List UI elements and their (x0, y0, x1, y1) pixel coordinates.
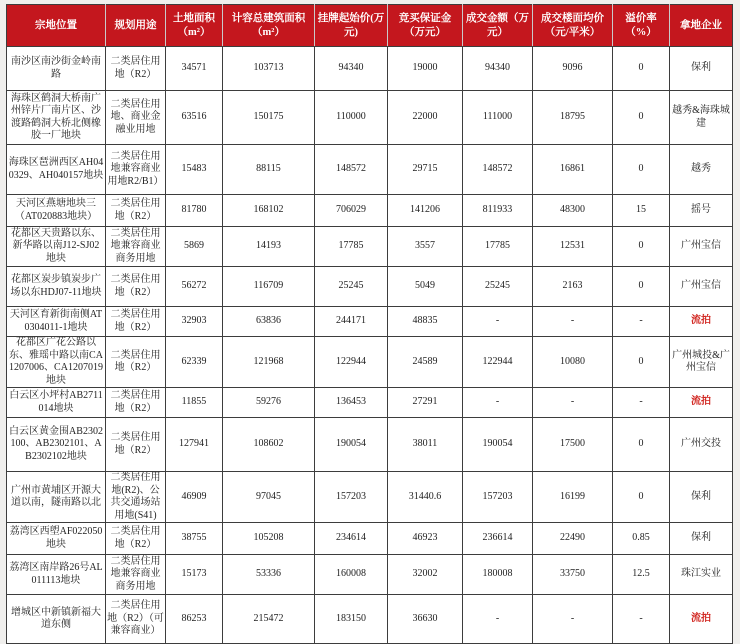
cell-premium: 12.5 (613, 555, 670, 595)
cell-floor_area: 88115 (223, 145, 315, 195)
cell-use: 二类居住用地(R2)、公共交通场站用地(S41) (106, 472, 166, 523)
cell-land_area: 56272 (166, 267, 223, 307)
cell-start_price: 110000 (315, 91, 388, 145)
table-row (7, 472, 733, 523)
table-row (7, 418, 733, 472)
cell-start_price: 94340 (315, 47, 388, 91)
cell-floor_area: 105208 (223, 523, 315, 555)
table-row (7, 595, 733, 644)
cell-deposit: 48835 (388, 307, 463, 337)
cell-unit_price: 18795 (533, 91, 613, 145)
cell-land_area: 11855 (166, 388, 223, 418)
cell-unit_price: 16199 (533, 472, 613, 523)
cell-company: 保利 (670, 523, 733, 555)
table-row (7, 145, 733, 195)
cell-location: 白云区黄金围AB2302100、AB2302101、AB2302102地块 (7, 418, 106, 472)
table-row (7, 91, 733, 145)
cell-unit_price: 48300 (533, 195, 613, 227)
table-row (7, 195, 733, 227)
cell-amount: 811933 (463, 195, 533, 227)
cell-location: 南沙区南沙街金岭南路 (7, 47, 106, 91)
cell-deposit: 36630 (388, 595, 463, 644)
cell-company: 流拍 (670, 388, 733, 418)
cell-start_price: 17785 (315, 227, 388, 267)
table-row (7, 307, 733, 337)
cell-start_price: 136453 (315, 388, 388, 418)
cell-use: 二类居住用地（R2）（可兼容商业） (106, 595, 166, 644)
table-row (7, 47, 733, 91)
cell-premium: 15 (613, 195, 670, 227)
cell-amount: 17785 (463, 227, 533, 267)
column-header-amount: 成交金额（万元） (463, 5, 533, 47)
cell-unit_price: 17500 (533, 418, 613, 472)
cell-amount: 157203 (463, 472, 533, 523)
column-header-deposit: 竞买保证金（万元） (388, 5, 463, 47)
cell-amount: 25245 (463, 267, 533, 307)
cell-start_price: 190054 (315, 418, 388, 472)
cell-land_area: 32903 (166, 307, 223, 337)
cell-company: 广州交投 (670, 418, 733, 472)
cell-use: 二类居住用地兼容商业商务用地 (106, 555, 166, 595)
cell-land_area: 38755 (166, 523, 223, 555)
cell-amount: 94340 (463, 47, 533, 91)
cell-use: 二类居住用地（R2） (106, 523, 166, 555)
table-row (7, 555, 733, 595)
cell-company: 保利 (670, 47, 733, 91)
cell-deposit: 19000 (388, 47, 463, 91)
cell-premium: - (613, 388, 670, 418)
cell-amount: - (463, 307, 533, 337)
cell-deposit: 31440.6 (388, 472, 463, 523)
column-header-premium: 溢价率（%） (613, 5, 670, 47)
cell-location: 白云区小坪村AB2711014地块 (7, 388, 106, 418)
cell-deposit: 32002 (388, 555, 463, 595)
cell-location: 广州市黄埔区开源大道以南，隧南路以北 (7, 472, 106, 523)
column-header-company: 拿地企业 (670, 5, 733, 47)
cell-floor_area: 121968 (223, 337, 315, 388)
cell-amount: 236614 (463, 523, 533, 555)
cell-premium: 0 (613, 267, 670, 307)
cell-location: 花都区广花公路以东、雅瑶中路以南CA1207006、CA1207019地块 (7, 337, 106, 388)
cell-location: 荔湾区南岸路26号AL011113地块 (7, 555, 106, 595)
cell-land_area: 5869 (166, 227, 223, 267)
cell-use: 二类居住用地（R2） (106, 337, 166, 388)
cell-amount: 122944 (463, 337, 533, 388)
cell-floor_area: 116709 (223, 267, 315, 307)
cell-unit_price: 9096 (533, 47, 613, 91)
cell-use: 二类居住用地兼容商业商务用地 (106, 227, 166, 267)
column-header-use: 规划用途 (106, 5, 166, 47)
cell-premium: - (613, 307, 670, 337)
cell-floor_area: 14193 (223, 227, 315, 267)
cell-location: 天河区燕塘地块三（AT020883地块） (7, 195, 106, 227)
cell-location: 荔湾区西塱AF022050地块 (7, 523, 106, 555)
cell-unit_price: - (533, 595, 613, 644)
cell-unit_price: - (533, 388, 613, 418)
cell-unit_price: 16861 (533, 145, 613, 195)
cell-land_area: 15173 (166, 555, 223, 595)
cell-use: 二类居住用地（R2） (106, 47, 166, 91)
cell-unit_price: 10080 (533, 337, 613, 388)
column-header-start_price: 挂牌起始价(万元) (315, 5, 388, 47)
table-row (7, 267, 733, 307)
table-row (7, 337, 733, 388)
cell-location: 增城区中新镇新福大道东侧 (7, 595, 106, 644)
cell-company: 广州宝信 (670, 267, 733, 307)
cell-company: 越秀 (670, 145, 733, 195)
cell-premium: - (613, 595, 670, 644)
cell-deposit: 27291 (388, 388, 463, 418)
cell-location: 花都区天贵路以东、新华路以南J12-SJ02地块 (7, 227, 106, 267)
cell-unit_price: 2163 (533, 267, 613, 307)
cell-amount: 180008 (463, 555, 533, 595)
cell-location: 天河区育新街南侧AT0304011-1地块 (7, 307, 106, 337)
column-header-floor_area: 计容总建筑面积（m²） (223, 5, 315, 47)
cell-land_area: 46909 (166, 472, 223, 523)
cell-start_price: 234614 (315, 523, 388, 555)
cell-premium: 0 (613, 145, 670, 195)
cell-use: 二类居住用地、商业金融业用地 (106, 91, 166, 145)
cell-deposit: 46923 (388, 523, 463, 555)
cell-deposit: 5049 (388, 267, 463, 307)
cell-premium: 0 (613, 47, 670, 91)
column-header-unit_price: 成交楼面均价（元/平米） (533, 5, 613, 47)
cell-premium: 0 (613, 418, 670, 472)
cell-premium: 0.85 (613, 523, 670, 555)
cell-floor_area: 59276 (223, 388, 315, 418)
cell-floor_area: 215472 (223, 595, 315, 644)
table-row (7, 227, 733, 267)
land-auction-table (6, 4, 733, 644)
cell-amount: - (463, 388, 533, 418)
cell-deposit: 29715 (388, 145, 463, 195)
table-row (7, 388, 733, 418)
cell-deposit: 38011 (388, 418, 463, 472)
cell-company: 流拍 (670, 307, 733, 337)
cell-amount: 190054 (463, 418, 533, 472)
cell-premium: 0 (613, 337, 670, 388)
column-header-land_area: 土地面积（m²） (166, 5, 223, 47)
cell-amount: 111000 (463, 91, 533, 145)
cell-land_area: 127941 (166, 418, 223, 472)
column-header-location: 宗地位置 (7, 5, 106, 47)
cell-unit_price: 22490 (533, 523, 613, 555)
cell-land_area: 15483 (166, 145, 223, 195)
cell-location: 海珠区鹤洞大桥南广州锌片厂南片区、沙渡路鹤洞大桥北侧橡胶一厂地块 (7, 91, 106, 145)
cell-start_price: 25245 (315, 267, 388, 307)
cell-unit_price: 12531 (533, 227, 613, 267)
cell-floor_area: 103713 (223, 47, 315, 91)
cell-use: 二类居住用地（R2） (106, 388, 166, 418)
cell-amount: - (463, 595, 533, 644)
cell-land_area: 81780 (166, 195, 223, 227)
cell-premium: 0 (613, 472, 670, 523)
cell-use: 二类居住用地（R2） (106, 418, 166, 472)
land-auction-table-wrap (6, 4, 733, 644)
table-row (7, 523, 733, 555)
cell-floor_area: 97045 (223, 472, 315, 523)
cell-floor_area: 108602 (223, 418, 315, 472)
cell-start_price: 183150 (315, 595, 388, 644)
cell-start_price: 706029 (315, 195, 388, 227)
cell-start_price: 122944 (315, 337, 388, 388)
header-row (7, 5, 733, 47)
cell-start_price: 157203 (315, 472, 388, 523)
cell-unit_price: 33750 (533, 555, 613, 595)
cell-land_area: 34571 (166, 47, 223, 91)
cell-company: 流拍 (670, 595, 733, 644)
cell-use: 二类居住用地（R2） (106, 307, 166, 337)
cell-deposit: 3557 (388, 227, 463, 267)
cell-start_price: 244171 (315, 307, 388, 337)
cell-start_price: 148572 (315, 145, 388, 195)
cell-floor_area: 150175 (223, 91, 315, 145)
cell-location: 海珠区琶洲西区AH040329、AH040157地块 (7, 145, 106, 195)
cell-floor_area: 53336 (223, 555, 315, 595)
cell-company: 广州城投&广州宝信 (670, 337, 733, 388)
cell-use: 二类居住用地（R2） (106, 195, 166, 227)
cell-land_area: 62339 (166, 337, 223, 388)
cell-floor_area: 168102 (223, 195, 315, 227)
cell-floor_area: 63836 (223, 307, 315, 337)
cell-amount: 148572 (463, 145, 533, 195)
cell-use: 二类居住用地兼容商业用地R2/B1） (106, 145, 166, 195)
cell-deposit: 24589 (388, 337, 463, 388)
cell-unit_price: - (533, 307, 613, 337)
cell-location: 花都区炭步镇炭步广场以东HDJ07-11地块 (7, 267, 106, 307)
cell-use: 二类居住用地（R2） (106, 267, 166, 307)
cell-company: 保利 (670, 472, 733, 523)
cell-deposit: 141206 (388, 195, 463, 227)
cell-company: 珠江实业 (670, 555, 733, 595)
cell-start_price: 160008 (315, 555, 388, 595)
cell-premium: 0 (613, 227, 670, 267)
cell-land_area: 86253 (166, 595, 223, 644)
cell-deposit: 22000 (388, 91, 463, 145)
cell-land_area: 63516 (166, 91, 223, 145)
cell-company: 广州宝信 (670, 227, 733, 267)
cell-premium: 0 (613, 91, 670, 145)
cell-company: 越秀&海珠城建 (670, 91, 733, 145)
cell-company: 摇号 (670, 195, 733, 227)
